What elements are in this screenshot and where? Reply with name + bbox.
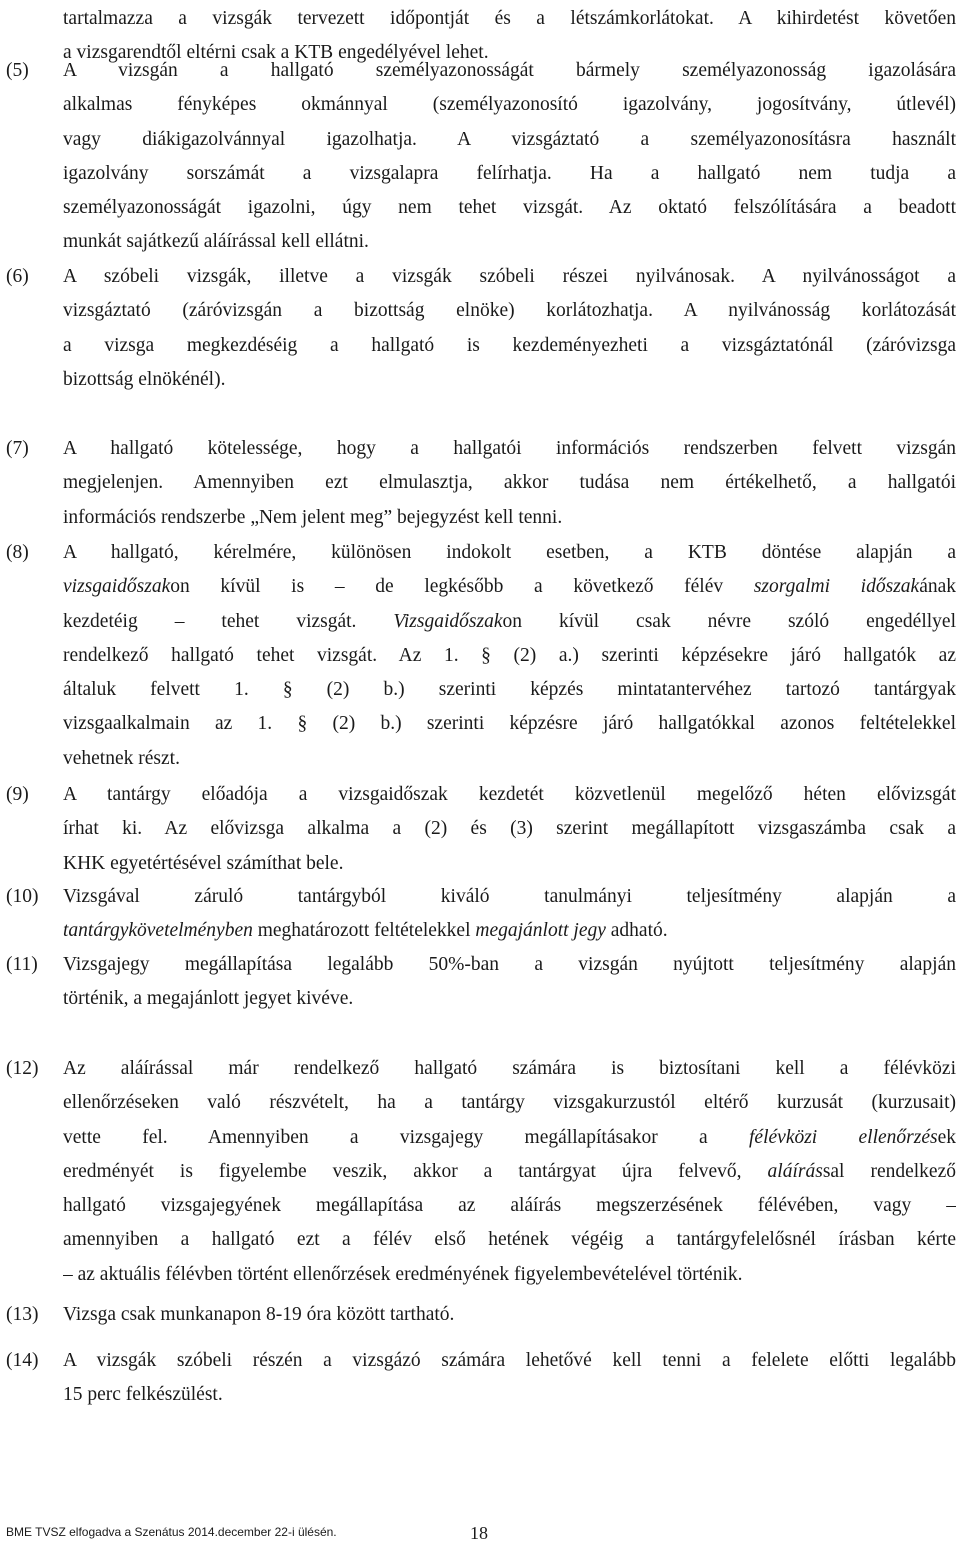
text-segment: eredményét is figyelembe veszik, akkor a tantárgyat újra felvevő, [63,1160,768,1182]
text-line [63,432,956,466]
paragraph-number: (7) [6,438,29,459]
italic-term: tantárgykövetelményben [63,920,253,942]
text-line [63,1155,956,1189]
text-segment: vizsgaalkalmain az 1. § (2) b.) szerinti képzésre járó hallgatókkal azonos feltételekkel [63,713,956,735]
text-line [63,363,956,397]
text-segment: történik, a megajánlott jegyet kivéve. [63,988,354,1010]
paragraph-number: (5) [6,60,29,81]
text-line [63,847,956,881]
paragraph-text [63,536,956,776]
text-line [63,294,956,328]
text-line [63,88,956,122]
paragraph-text [63,778,956,881]
text-line [63,1121,956,1155]
text-line [63,1378,956,1412]
text-segment: vizsgáztató (záróvizsgán a bizottság elnöke) korlátozhatja. A nyilvánosság korlátozását [63,300,956,322]
text-line [63,501,956,535]
paragraph-number: (14) [6,1350,39,1371]
text-line [63,742,956,776]
text-line [63,191,956,225]
text-segment: meghatározott feltételekkel [252,920,476,942]
text-segment: igazolvány sorszámát a vizsgalapra felírhatja. Ha a hallgató nem tudja a [63,162,956,184]
text-segment: on kívül is – de legkésőbb a következő félév [170,576,754,598]
text-segment: vagy diákigazolvánnyal igazolhatja. A vizsgáztató a személyazonosításra használt [63,128,956,150]
paragraph-text [63,432,956,535]
footer-note: BME TVSZ elfogadva a Szenátus 2014.december 22-i ülésén. [6,1525,337,1539]
text-segment: alkalmas fényképes okmánnyal (személyazonosító igazolvány, jogosítvány, útlevél) [63,94,956,116]
text-segment: információs rendszerbe „Nem jelent meg” bejegyzést kell tenni. [63,506,563,528]
text-line [63,1344,956,1378]
text-line [63,2,956,36]
text-segment: megjelenjen. Amennyiben ezt elmulasztja, akkor tudása nem értékelhető, a hallgatói [63,472,956,494]
text-segment: munkát sajátkezű aláírással kell ellátni. [63,231,369,253]
paragraph-number: (9) [6,784,29,805]
paragraph-text [63,1052,956,1292]
text-line [63,466,956,500]
text-line [63,707,956,741]
paragraph-text [63,948,956,1017]
text-line [63,914,956,948]
text-segment: személyazonosságát igazolni, úgy nem tehet vizsgát. Az oktató felszólítására a beadott [63,197,956,219]
italic-term: Vizsgaidőszak [393,610,503,632]
paragraph-text [63,1344,956,1413]
text-line [63,54,956,88]
paragraph-number: (8) [6,542,29,563]
paragraph-text [63,880,956,949]
text-segment: on kívül csak névre szóló engedéllyel [502,610,956,632]
text-line [63,639,956,673]
text-line [63,1086,956,1120]
text-line [63,157,956,191]
text-segment: vette fel. Amennyiben a vizsgajegy megállapításakor a [63,1126,750,1148]
text-segment: Vizsgajegy megállapítása legalább 50%-ban a vizsgán nyújtott teljesítmény alapján [63,954,956,975]
text-segment: Vizsga csak munkanapon 8-19 óra között tartható. [63,1304,455,1325]
text-line [63,673,956,707]
text-segment: hallgató vizsgajegyének megállapítása az aláírás megszerzésének félévében, vagy – [63,1195,956,1217]
text-line [63,536,956,570]
text-segment: bizottság elnökénél). [63,368,226,390]
text-segment: rendelkező hallgató tehet vizsgát. Az 1. § (2) a.) szerinti képzésekre járó hallgatók az [63,644,956,666]
text-line [63,225,956,259]
paragraph-number: (11) [6,954,38,975]
text-segment: – az aktuális félévben történt ellenőrzések eredményének figyelembevételével történik. [63,1263,743,1285]
text-segment: tartalmazza a vizsgák tervezett időpontját és a létszámkorlátokat. A kihirdetést követően [63,8,956,29]
text-segment: 15 perc felkészülést. [63,1384,223,1406]
paragraph-text [63,1298,956,1332]
italic-term: félévközi ellenőrzés [749,1126,938,1148]
text-segment: amennyiben a hallgató ezt a félév első hetének végéig a tantárgyfelelősnél írásban kérte [63,1229,956,1251]
text-segment: ek [937,1126,956,1148]
text-segment: A hallgató kötelessége, hogy a hallgatói információs rendszerben felvett vizsgán [63,438,956,459]
text-line [63,260,956,294]
italic-term: megajánlott jegy [475,920,606,942]
text-segment: általuk felvett 1. § (2) b.) szerinti képzés mintatantervéhez tartozó tantárgyak [63,679,956,701]
text-segment: A hallgató, kérelmére, különösen indokolt esetben, a KTB döntése alapján a [63,542,956,563]
italic-term: vizsgaidőszak [63,576,171,598]
page-number: 18 [470,1523,488,1543]
text-segment: a vizsgarendtől eltérni csak a KTB engedélyével lehet. [63,42,489,64]
paragraph-text [63,260,956,397]
text-segment: A szóbeli vizsgák, illetve a vizsgák szóbeli részei nyilvánosak. A nyilvánosságot a [63,266,956,287]
text-line [63,812,956,846]
text-segment: ellenőrzéseken való részvételt, ha a tantárgy vizsgakurzustól eltérő kurzusát (kurzusait) [63,1092,956,1114]
text-segment: A tantárgy előadója a vizsgaidőszak kezdetét közvetlenül megelőző héten elővizsgát [63,784,956,805]
italic-term: aláírás [767,1160,823,1182]
text-segment: A vizsgák szóbeli részén a vizsgázó számára lehetővé kell tenni a felelete előtti legalább [63,1350,956,1371]
paragraph-number: (6) [6,266,29,287]
text-segment: A vizsgán a hallgató személyazonosságát bármely személyazonosság igazolására [63,60,956,81]
text-line [63,778,956,812]
text-line [63,1298,956,1332]
text-segment: sal rendelkező [822,1160,956,1182]
italic-term: szorgalmi időszak [753,576,920,598]
text-line [63,1258,956,1292]
text-line [63,1189,956,1223]
text-segment: Vizsgával záruló tantárgyból kiváló tanulmányi teljesítmény alapján a [63,886,956,907]
text-segment: kezdetéig – tehet vizsgát. [63,610,394,632]
text-line [63,948,956,982]
text-segment: KHK egyetértésével számíthat bele. [63,852,344,874]
text-line [63,605,956,639]
paragraph-number: (13) [6,1304,39,1325]
paragraph-text [63,54,956,260]
text-segment: a vizsga megkezdéséig a hallgató is kezdeményezheti a vizsgáztatónál (záróvizsga [63,334,956,356]
paragraph-number: (10) [6,886,39,907]
text-segment: vehetnek részt. [63,747,180,769]
text-line [63,880,956,914]
text-line [63,982,956,1016]
text-line [63,570,956,604]
paragraph-number: (12) [6,1058,39,1079]
text-segment: írhat ki. Az elővizsga alkalma a (2) és (3) szerint megállapított vizsgaszámba csak a [63,818,956,840]
text-line [63,329,956,363]
text-segment: Az aláírással már rendelkező hallgató számára is biztosítani kell a félévközi [63,1058,956,1079]
text-line [63,123,956,157]
text-segment: adható. [605,920,668,942]
text-segment: ának [919,576,956,598]
text-line [63,1052,956,1086]
text-line [63,1223,956,1257]
